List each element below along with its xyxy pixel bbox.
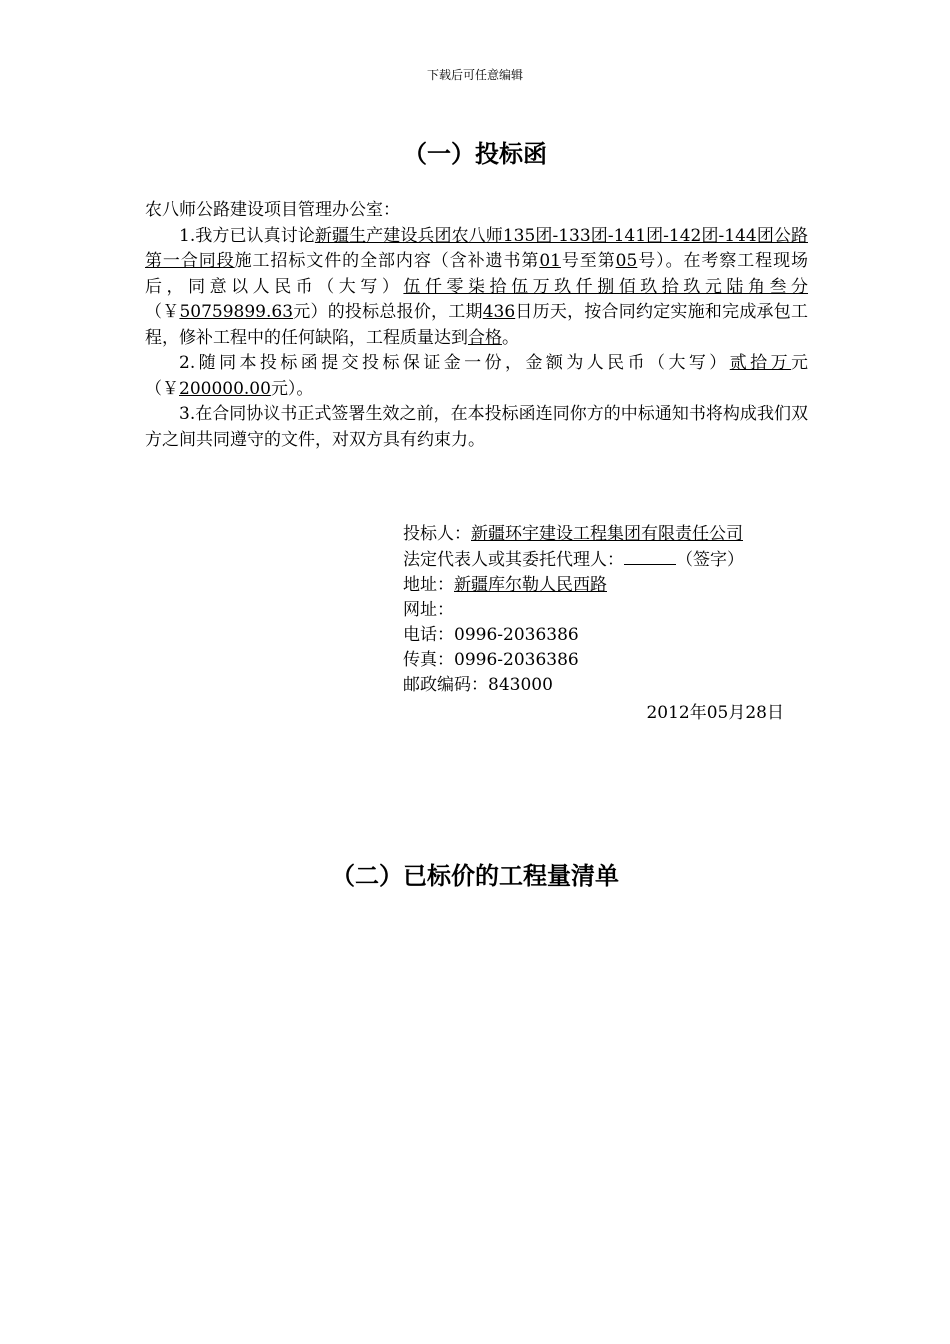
p1-text-b: 施工招标文件的全部内容（含补遗书第	[234, 251, 540, 271]
p1-text-g: 日历天，按合同约定实施和完成承包工程，修补工程中的任何缺陷，工程质量达到	[145, 302, 809, 348]
deposit-in-words: 贰拾万	[729, 353, 792, 373]
deposit-in-numbers: 200000.00	[179, 378, 271, 399]
p2-text-a: 2.随同本投标函提交投标保证金一份，金额为人民币（大写）	[179, 353, 730, 373]
p2-text-c: 元）。	[270, 378, 314, 399]
postcode-label: 邮政编码：	[403, 675, 488, 695]
p1-text-f: 元）的投标总报价，工期	[293, 302, 483, 322]
duration-days: 436	[482, 302, 516, 322]
signature-block	[403, 522, 803, 698]
p1-text-c: 号至第	[560, 251, 616, 271]
paragraph-1	[145, 224, 808, 352]
section-title-priced-bill: （二）已标价的工程量清单	[331, 862, 619, 890]
address-label: 地址：	[403, 575, 454, 595]
paragraph-3: 3.在合同协议书正式签署生效之前，在本投标函连同你方的中标通知书将构成我们双方之间共同遵守的文件，对双方具有约束力。	[145, 404, 808, 450]
fax-line	[403, 648, 803, 673]
section-title-bid-letter: （一）投标函	[403, 140, 547, 168]
phone-label: 电话：	[403, 625, 454, 645]
phone-line	[403, 623, 803, 648]
representative-label: 法定代表人或其委托代理人：	[403, 550, 624, 570]
fax-value: 0996-2036386	[454, 650, 579, 670]
postcode-value: 843000	[488, 675, 553, 695]
bidder-label: 投标人：	[403, 524, 471, 544]
project-name: 新疆生产建设兵团农八师135团-133团-141团-142团-144团公路第一合同段	[145, 225, 808, 271]
signature-blank	[624, 547, 676, 565]
p1-text-e: （￥	[145, 302, 180, 322]
website-line	[403, 598, 803, 623]
addendum-to: 05	[615, 251, 638, 271]
p1-text-d: 号）。在考察工程现场后，同意以人民币（大写）	[145, 251, 809, 297]
address-line	[403, 573, 803, 598]
postcode-line	[403, 673, 803, 698]
addendum-from: 01	[539, 251, 561, 271]
quality-standard: 合格	[468, 327, 502, 348]
website-label: 网址：	[403, 600, 454, 620]
signing-date: 2012年05月28日	[646, 703, 784, 723]
p1-text-h: 。	[502, 327, 519, 348]
header-note: 下载后可任意编辑	[426, 68, 523, 82]
representative-line	[403, 547, 803, 573]
salutation: 农八师公路建设项目管理办公室：	[145, 200, 400, 220]
phone-value: 0996-2036386	[454, 625, 579, 645]
p2-text-b: 元（￥	[145, 353, 809, 399]
signature-suffix: （签字）	[676, 550, 744, 570]
bid-letter-body	[145, 198, 808, 453]
address-value: 新疆库尔勒人民西路	[454, 575, 607, 595]
paragraph-2	[145, 351, 808, 402]
price-in-numbers: 50759899.63	[179, 302, 294, 322]
price-in-words: 伍仟零柒拾伍万玖仟捌佰玖拾玖元陆角叁分	[403, 276, 809, 297]
p1-text-a: 1.我方已认真讨论	[179, 225, 315, 246]
bidder-line	[403, 522, 803, 547]
bidder-name: 新疆环宇建设工程集团有限责任公司	[471, 524, 743, 544]
fax-label: 传真：	[403, 650, 454, 670]
